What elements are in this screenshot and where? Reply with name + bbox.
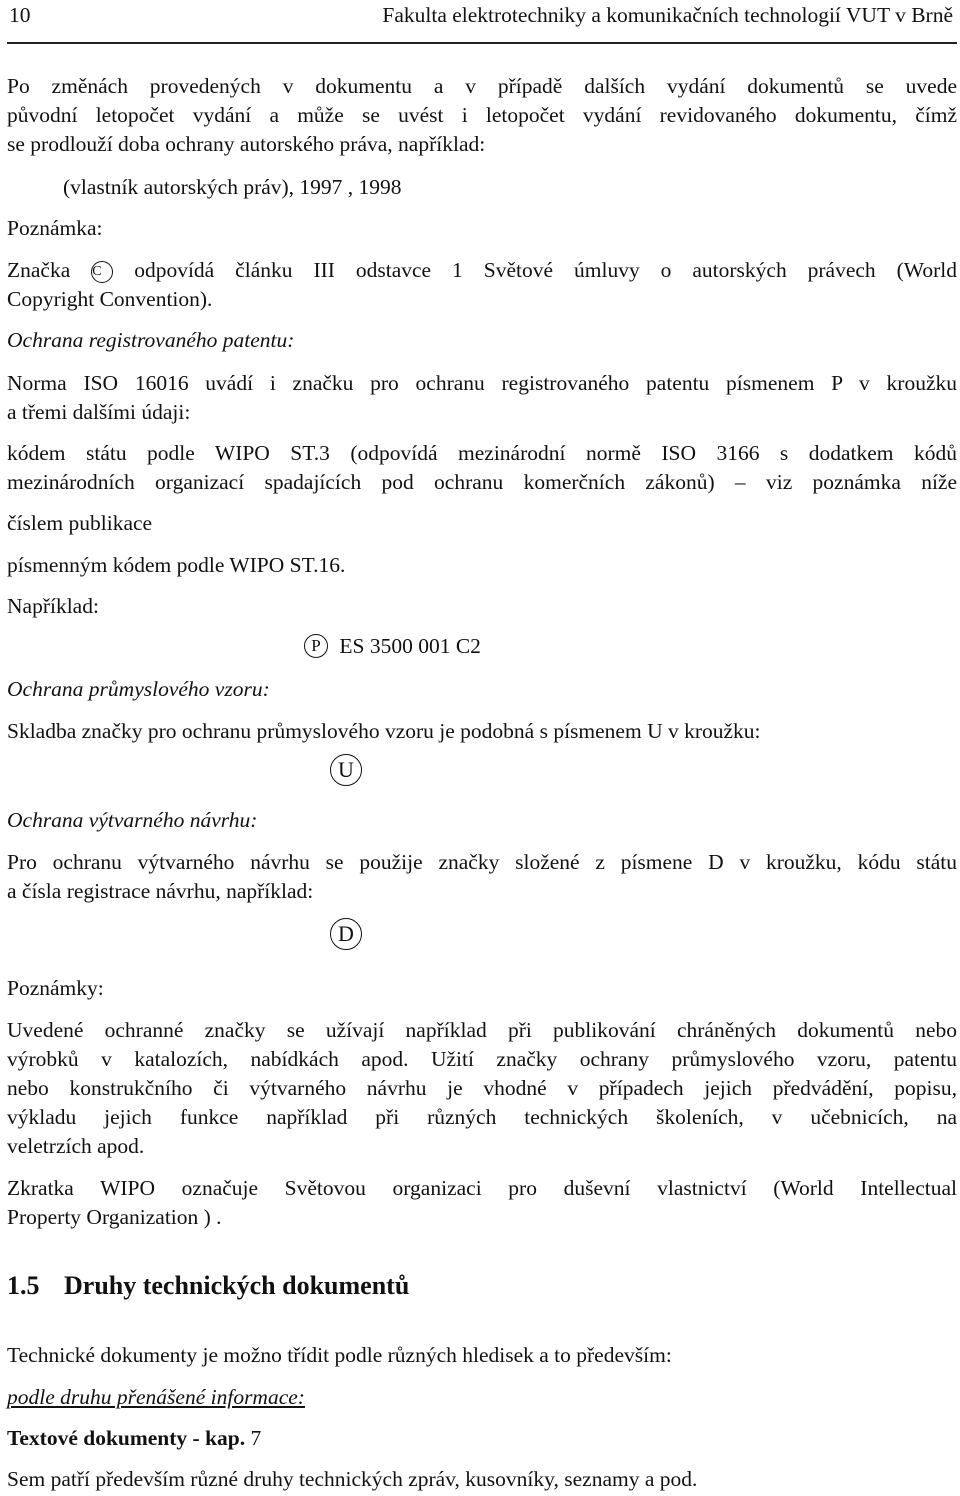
- design-u-icon: U: [330, 754, 362, 786]
- patent-item-line: kódem státu podle WIPO ST.3 (odpovídá mezinárodní normě ISO 3166 s dodatkem kódů: [7, 441, 957, 465]
- paragraph-line: Po změnách provedených v dokumentu a v případě dalších vydání dokumentů se uvede: [7, 74, 957, 98]
- art-symbol: [330, 918, 362, 950]
- section-number: 1.5: [7, 1271, 40, 1300]
- patent-heading: Ochrana registrovaného patentu:: [7, 328, 295, 352]
- patent-item-line: mezinárodních organizací spadajících pod ochranu komerčních zákonů) – viz poznámka níže: [7, 470, 957, 494]
- last-line: Sem patří především různé druhy technických zpráv, kusovníky, seznamy a pod.: [7, 1467, 698, 1491]
- note-text: Značka: [7, 258, 71, 282]
- design-heading: Ochrana průmyslového vzoru:: [7, 677, 270, 701]
- text-documents-chapter: 7: [245, 1426, 262, 1450]
- art-heading: Ochrana výtvarného návrhu:: [7, 808, 258, 832]
- design-paragraph: Skladba značky pro ochranu průmyslového vzoru je podobná s písmenem U v kroužku:: [7, 719, 761, 743]
- notes-line: výkladu jejich funkce například při různých technických školeních, v učebnicích, na: [7, 1105, 957, 1129]
- notes-line: výrobků v katalozích, nabídkách apod. Užití značky ochrany průmyslového vzoru, patentu: [7, 1047, 957, 1071]
- copyright-icon: C: [91, 261, 113, 283]
- notes-line: nebo konstrukčního či výtvarného návrhu je vhodné v případech jejich předvádění, popisu,: [7, 1076, 957, 1100]
- art-paragraph-line: a čísla registrace návrhu, například:: [7, 879, 314, 903]
- wipo-line: Property Organization ) .: [7, 1205, 222, 1229]
- section-heading: [7, 1271, 409, 1300]
- notes-line: Uvedené ochranné značky se užívají například při publikování chráněných dokumentů nebo: [7, 1018, 957, 1042]
- subheading: podle druhu přenášené informace:: [7, 1385, 305, 1409]
- paragraph-line: původní letopočet vydání a může se uvést i letopočet vydání revidovaného dokumentu, čímž: [7, 103, 957, 127]
- wipo-line: Zkratka WIPO označuje Světovou organizaci pro duševní vlastnictví (World Intellectual: [7, 1176, 957, 1200]
- document-page: [7, 0, 957, 1496]
- notes-line: veletrzích apod.: [7, 1134, 145, 1158]
- example-label: Například:: [7, 594, 99, 618]
- art-paragraph-line: Pro ochranu výtvarného návrhu se použije značky složené z písmene D v kroužku, kódu státu: [7, 850, 957, 874]
- section-title: Druhy technických dokumentů: [64, 1271, 410, 1300]
- patent-example: [304, 632, 481, 661]
- design-symbol: [330, 754, 362, 786]
- example-years: (vlastník autorských práv), 1997 , 1998: [63, 175, 402, 199]
- running-header: Fakulta elektrotechniky a komunikačních technologií VUT v Brně: [382, 3, 953, 27]
- notes-label: Poznámky:: [7, 976, 104, 1000]
- note-line: Copyright Convention).: [7, 287, 213, 311]
- patent-paragraph-line: a třemi dalšími údaji:: [7, 400, 191, 424]
- patent-example-number: ES 3500 001 C2: [339, 634, 481, 658]
- header-rule: [7, 42, 957, 44]
- patent-paragraph-line: Norma ISO 16016 uvádí i značku pro ochranu registrovaného patentu písmenem P v kroužku: [7, 371, 957, 395]
- patent-p-icon: P: [304, 634, 328, 658]
- patent-item: číslem publikace: [7, 511, 153, 535]
- patent-item: písmenným kódem podle WIPO ST.16.: [7, 553, 346, 577]
- section-intro: Technické dokumenty je možno třídit podle různých hledisek a to především:: [7, 1343, 672, 1367]
- note-text: odpovídá článku III odstavce 1 Světové úmluvy o autorských právech (World: [134, 258, 958, 282]
- text-documents-line: [7, 1424, 261, 1453]
- note-line: [7, 256, 957, 285]
- design-d-icon: D: [330, 918, 362, 950]
- paragraph-line: se prodlouží doba ochrany autorského práva, například:: [7, 132, 486, 156]
- note-label: Poznámka:: [7, 216, 103, 240]
- text-documents-label: Textové dokumenty - kap.: [7, 1426, 246, 1450]
- page-number: 10: [9, 3, 31, 27]
